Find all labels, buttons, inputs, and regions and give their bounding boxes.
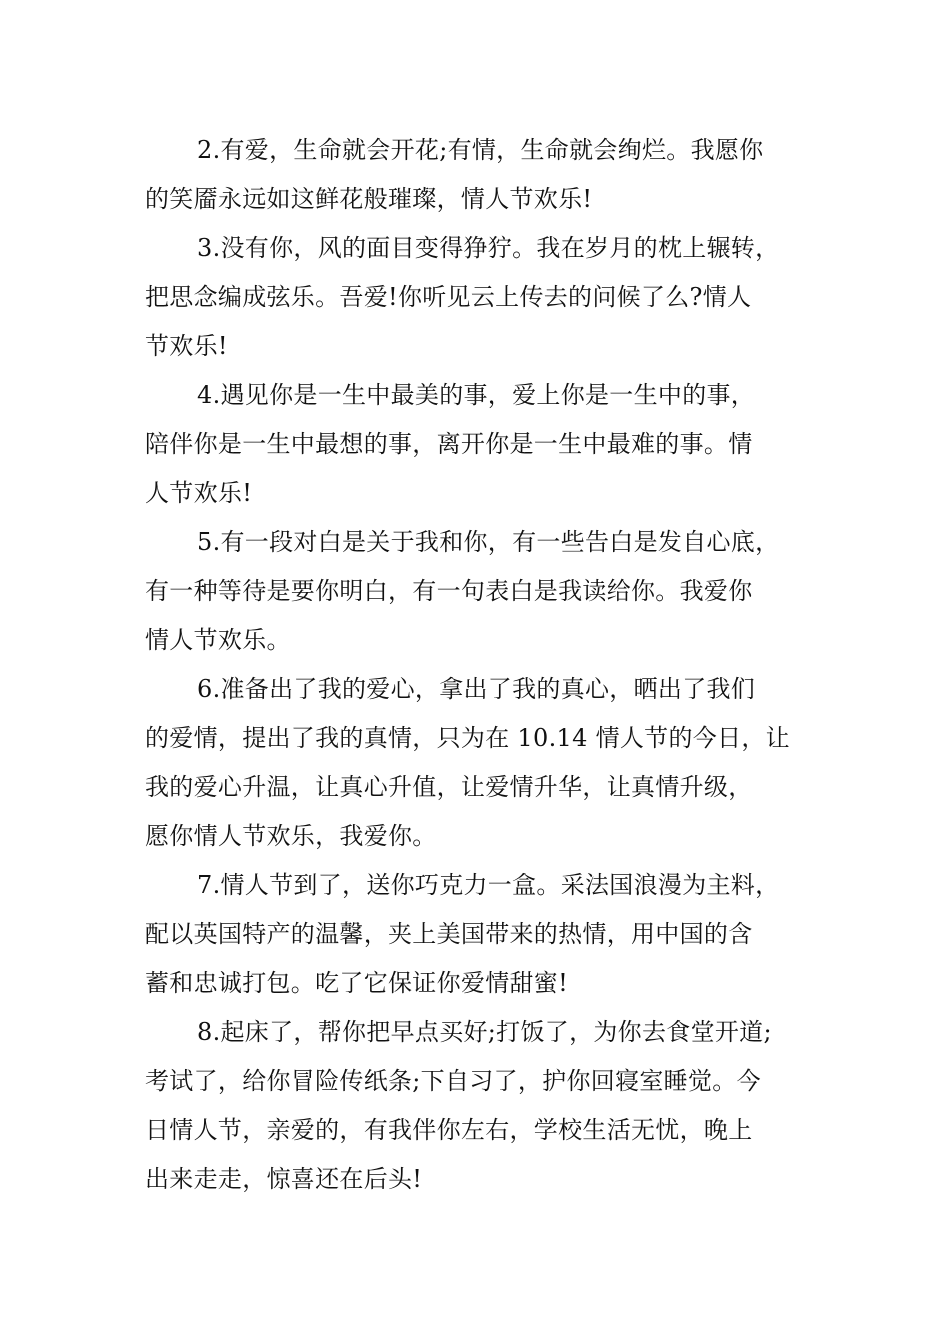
paragraph-line: 蓄和忠诚打包。吃了它保证你爱情甜蜜!	[145, 969, 569, 997]
paragraph-line: 日情人节，亲爱的，有我伴你左右，学校生活无忧，晚上	[145, 1116, 753, 1144]
paragraph-line: 8.起床了，帮你把早点买好;打饭了，为你去食堂开道;	[197, 1018, 772, 1046]
paragraph-line: 愿你情人节欢乐，我爱你。	[145, 822, 437, 850]
paragraph-line: 我的爱心升温，让真心升值，让爱情升华，让真情升级，	[145, 773, 753, 801]
paragraph-line: 陪伴你是一生中最想的事，离开你是一生中最难的事。情	[145, 430, 753, 458]
paragraph-8	[145, 1008, 835, 1204]
paragraph-line: 的笑靥永远如这鲜花般璀璨，情人节欢乐!	[145, 185, 593, 213]
paragraph-line: 节欢乐!	[145, 332, 228, 360]
paragraph-line: 的爱情，提出了我的真情，只为在 10.14 情人节的今日，让	[145, 724, 790, 752]
paragraph-5	[145, 518, 835, 665]
paragraph-line: 人节欢乐!	[145, 479, 253, 507]
paragraph-line: 出来走走，惊喜还在后头!	[145, 1165, 423, 1193]
paragraph-line: 7.情人节到了，送你巧克力一盒。采法国浪漫为主料，	[197, 871, 780, 899]
paragraph-line: 3.没有你，风的面目变得狰狞。我在岁月的枕上辗转，	[197, 234, 780, 262]
paragraph-2	[145, 126, 835, 224]
paragraph-line: 把思念编成弦乐。吾爱!你听见云上传去的问候了么?情人	[145, 283, 752, 311]
paragraph-7	[145, 861, 835, 1008]
paragraph-6	[145, 665, 835, 861]
paragraph-line: 情人节欢乐。	[145, 626, 291, 654]
document-body	[145, 126, 835, 1204]
paragraph-line: 有一种等待是要你明白，有一句表白是我读给你。我爱你	[145, 577, 753, 605]
paragraph-line: 配以英国特产的温馨，夹上美国带来的热情，用中国的含	[145, 920, 753, 948]
paragraph-line: 5.有一段对白是关于我和你，有一些告白是发自心底，	[197, 528, 780, 556]
paragraph-line: 6.准备出了我的爱心，拿出了我的真心，晒出了我们	[197, 675, 756, 703]
paragraph-3	[145, 224, 835, 371]
paragraph-line: 2.有爱，生命就会开花;有情，生命就会绚烂。我愿你	[197, 136, 764, 164]
paragraph-4	[145, 371, 835, 518]
paragraph-line: 考试了，给你冒险传纸条;下自习了，护你回寝室睡觉。今	[145, 1067, 761, 1095]
paragraph-line: 4.遇见你是一生中最美的事，爱上你是一生中的事，	[197, 381, 756, 409]
